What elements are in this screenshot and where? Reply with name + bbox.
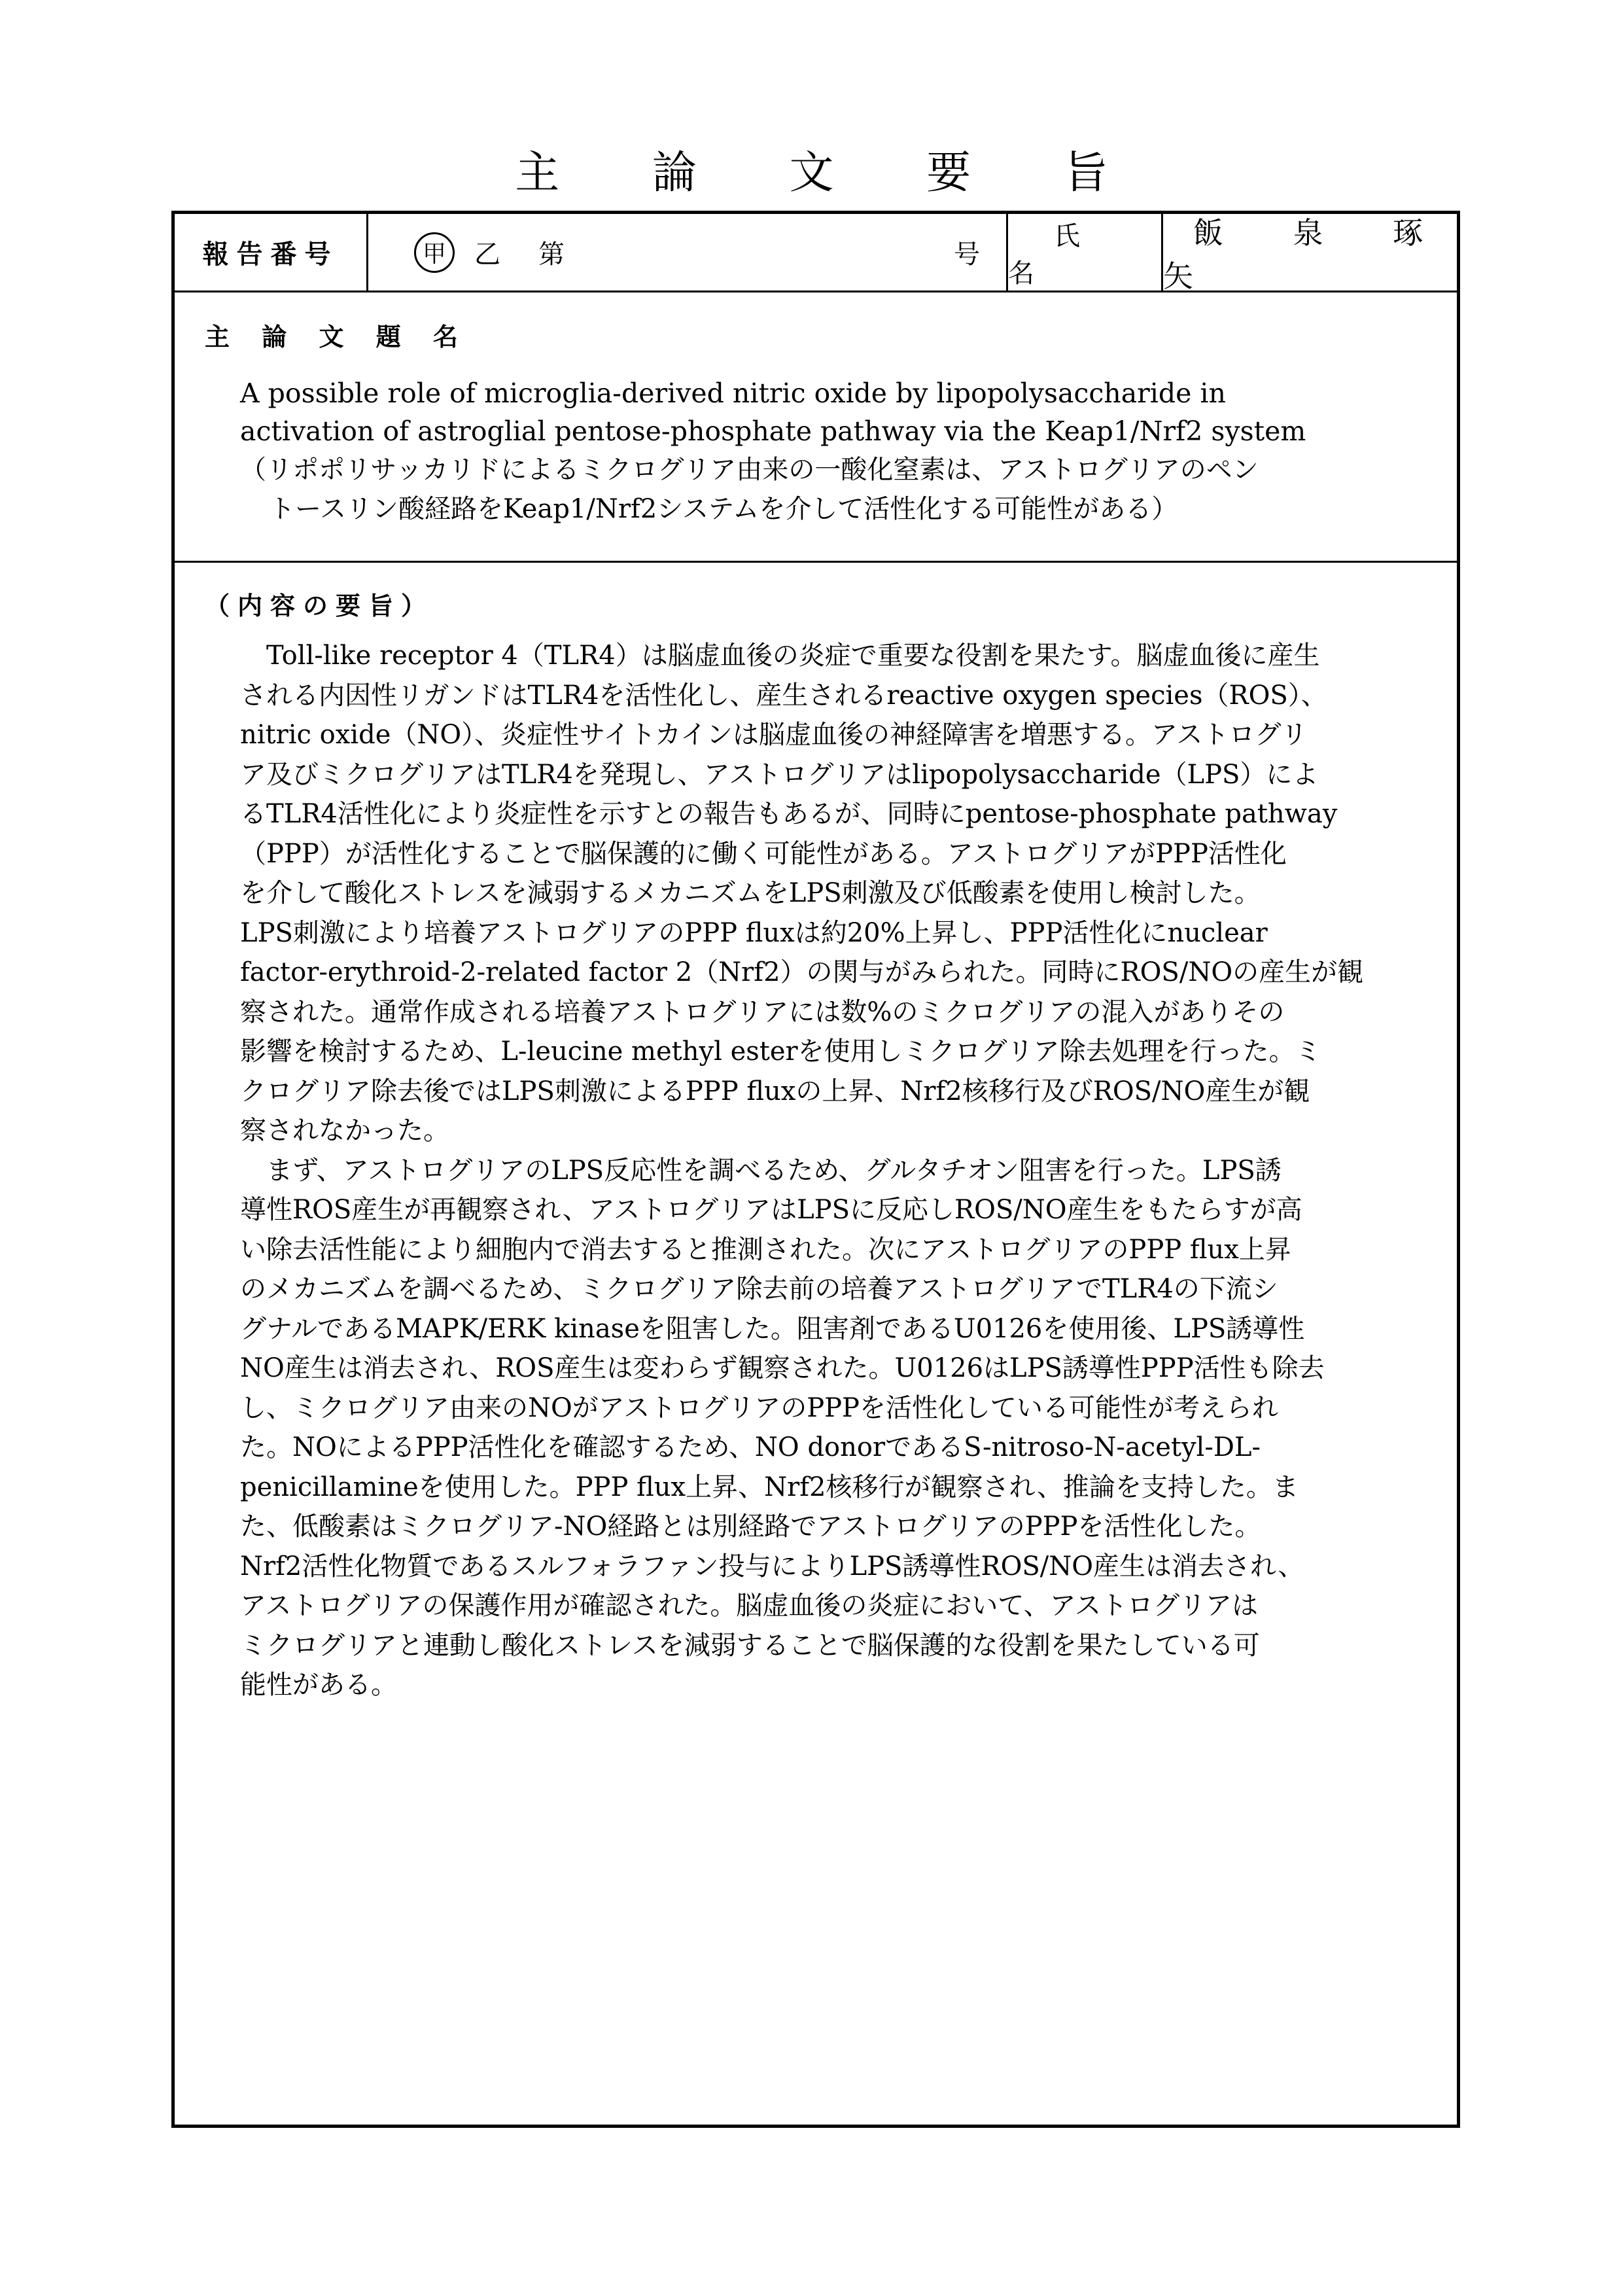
summary-line: 影響を検討するため、L-leucine methyl esterを使用しミクログリア除去処理を行った。ミ bbox=[240, 1036, 1321, 1067]
otsu-label: 乙 bbox=[474, 239, 500, 270]
thesis-title-ja-line: トースリン酸経路をKeap1/Nrf2システムを介して活性化する可能性がある） bbox=[269, 494, 1178, 524]
summary-line: し、ミクログリア由来のNOがアストログリアのPPPを活性化している可能性が考えられ bbox=[240, 1392, 1278, 1423]
summary-line: い除去活性能により細胞内で消去すると推測された。次にアストログリアのPPP flux上昇 bbox=[240, 1234, 1291, 1265]
summary-line: を介して酸化ストレスを減弱するメカニズムをLPS刺激及び低酸素を使用し検討した。 bbox=[240, 878, 1261, 908]
go-label: 号 bbox=[954, 239, 980, 270]
summary-line: た、低酸素はミクログリア-NO経路とは別経路でアストログリアのPPPを活性化した。 bbox=[240, 1511, 1261, 1542]
author-name: 飯 泉 琢 矢 bbox=[1163, 215, 1454, 294]
summary-label: （内容の要旨） bbox=[205, 592, 434, 620]
summary-line: た。NOによるPPP活性化を確認するため、NO donorであるS-nitroso-N-acetyl-DL- bbox=[240, 1432, 1261, 1462]
thesis-title-label: 主 論 文 題 名 bbox=[205, 323, 470, 351]
document-title: 主 論 文 要 旨 bbox=[515, 147, 1147, 199]
report-number-label: 報告番号 bbox=[202, 239, 339, 270]
summary-line: LPS刺激により培養アストログリアのPPP fluxは約20%上昇し、PPP活性化にnuclear bbox=[240, 917, 1268, 948]
summary-body bbox=[240, 636, 1393, 1705]
summary-line: クログリア除去後ではLPS刺激によるPPP fluxの上昇、Nrf2核移行及びROS/NO産生が観 bbox=[240, 1076, 1310, 1106]
summary-line: される内因性リガンドはTLR4を活性化し、産生されるreactive oxygen species（ROS）、 bbox=[240, 680, 1327, 711]
summary-line: 導性ROS産生が再観察され、アストログリアはLPSに反応しROS/NO産生をもたらすが高 bbox=[240, 1195, 1302, 1225]
thesis-title-section bbox=[175, 291, 1457, 563]
thesis-title-english: A possible role of microglia-derived nitric oxide by lipopolysaccharide in activation of astroglial pentose-phosphate pathway via the Keap1/Nrf2 system bbox=[240, 378, 1306, 447]
summary-form bbox=[171, 211, 1460, 2128]
report-number-field bbox=[368, 214, 1006, 291]
summary-line: Toll-like receptor 4（TLR4）は脳虚血後の炎症で重要な役割を果たす。脳虚血後に産生 bbox=[240, 641, 1320, 671]
summary-line: 能性がある。 bbox=[240, 1670, 397, 1700]
summary-line: （PPP）が活性化することで脳保護的に働く可能性がある。アストログリアがPPP活性化 bbox=[240, 838, 1287, 869]
name-label: 氏 名 bbox=[1008, 221, 1126, 289]
summary-line: penicillamineを使用した。PPP flux上昇、Nrf2核移行が観察され、推論を支持した。ま bbox=[240, 1472, 1299, 1502]
summary-line: るTLR4活性化により炎症性を示すとの報告もあるが、同時にpentose-phosphate pathway bbox=[240, 799, 1338, 829]
summary-line: ア及びミクログリアはTLR4を発現し、アストログリアはlipopolysaccharide（LPS）によ bbox=[240, 759, 1319, 790]
dai-label: 第 bbox=[538, 239, 565, 270]
summary-line: factor-erythroid-2-related factor 2（Nrf2）の関与がみられた。同時にROS/NOの産生が観 bbox=[240, 957, 1364, 987]
summary-line: まず、アストログリアのLPS反応性を調べるため、グルタチオン阻害を行った。LPS誘 bbox=[240, 1155, 1282, 1186]
summary-line: 察されなかった。 bbox=[240, 1116, 449, 1146]
thesis-title-ja-line: （リポポリサッカリドによるミクログリア由来の一酸化窒素は、アストログリアのペン bbox=[240, 455, 1259, 485]
summary-line: ミクログリアと連動し酸化ストレスを減弱することで脳保護的な役割を果たしている可 bbox=[240, 1630, 1260, 1661]
summary-line: Nrf2活性化物質であるスルフォラファン投与によりLPS誘導性ROS/NO産生は消去され、 bbox=[240, 1551, 1304, 1581]
summary-line: NO産生は消去され、ROS産生は変わらず観察された。U0126はLPS誘導性PPP活性も除去 bbox=[240, 1353, 1325, 1383]
header-row bbox=[175, 214, 1457, 292]
summary-line: のメカニズムを調べるため、ミクログリア除去前の培養アストログリアでTLR4の下流シ bbox=[240, 1274, 1278, 1304]
summary-line: 察された。通常作成される培養アストログリアには数%のミクログリアの混入がありその bbox=[240, 997, 1285, 1027]
summary-line: アストログリアの保護作用が確認された。脳虚血後の炎症において、アストログリアは bbox=[240, 1591, 1258, 1621]
thesis-title-japanese bbox=[240, 450, 1391, 529]
kou-circled-mark: 甲 bbox=[414, 232, 455, 273]
summary-line: グナルであるMAPK/ERK kinaseを阻害した。阻害剤であるU0126を使用後、LPS誘導性 bbox=[240, 1313, 1305, 1344]
summary-line: nitric oxide（NO）、炎症性サイトカインは脳虚血後の神経障害を増悪する。アストログリ bbox=[240, 720, 1308, 750]
